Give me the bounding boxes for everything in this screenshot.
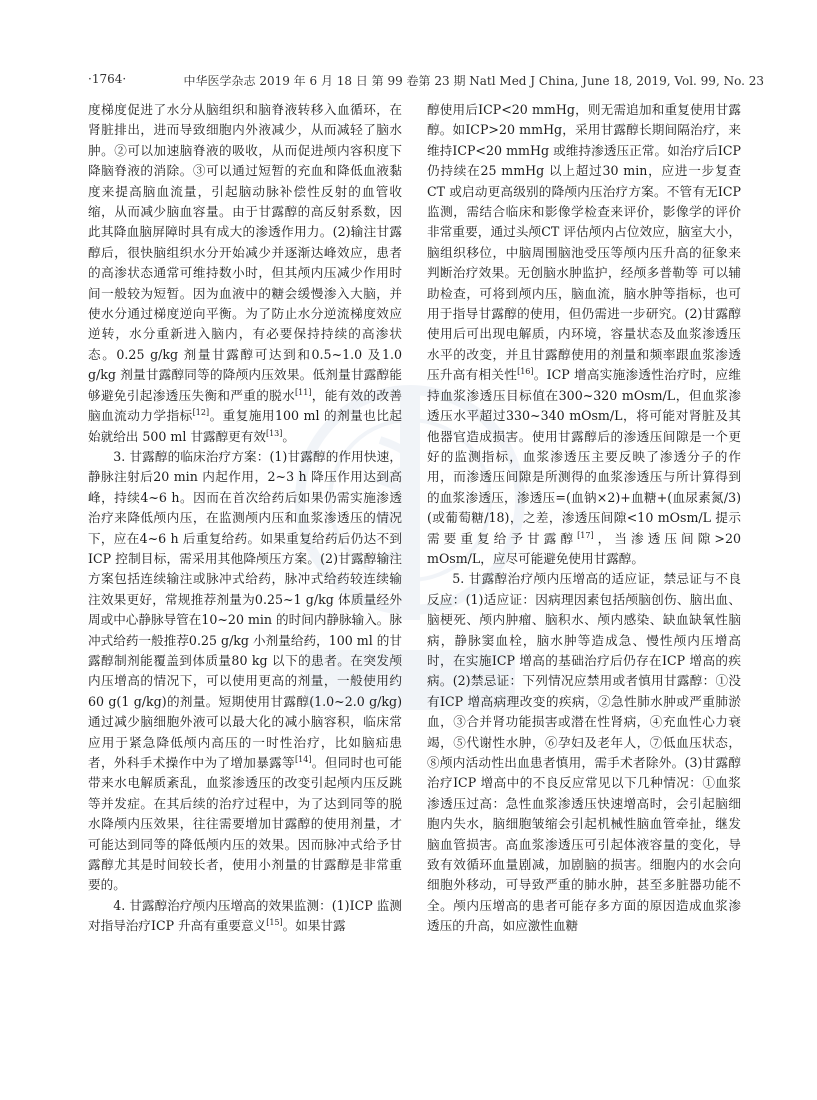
journal-citation: 中华医学杂志 2019 年 6 月 18 日 第 99 卷第 23 期 Natl Med J China, June 18, 2019, Vol. 99, No. 23 (183, 74, 764, 88)
right-column (427, 100, 741, 1090)
paragraph-indications-contraindications: 5. 甘露醇治疗颅内压增高的适应证，禁忌证与不良反应：(1)适应证：因病理因素包括颅脑创伤、脑出血、脑梗死、颅内肿瘤、脑积水、颅内感染、缺血缺氧性脑病，静脉窦血栓，脑水肿等造成急、慢性颅内压增高时，在实施ICP 增高的基础治疗后仍存在ICP 增高的疾病。(2)禁忌证：下列情况应禁用或者慎用甘露醇：①没有ICP 增高病理改变的疾病，②急性肺水肿或严重肺淤血，③合并肾功能损害或潜在性肾病，④充血性心力衰竭，⑤代谢性水肿，⑥孕妇及老年人，⑦低血压状态，⑧颅内活动性出血患者慎用，需手术者除外。(3)甘露醇治疗ICP 增高中的不良反应常见以下几种情况：①血浆渗透压过高：急性血浆渗透压快速增高时，会引起脑细胞内失水，脑细胞皱缩会引起机械性脑血管牵扯，继发脑血管损害。高血浆渗透压可引起体液容量的变化，导致有效循环血量剧减，加剧脑的损害。细胞内的水会向细胞外移动，可导致严重的肺水肿，甚至多脏器功能不全。颅内压增高的患者可能存多方面的原因造成血浆渗透压的升高，如应激性血糖 (427, 571, 741, 934)
left-column (88, 100, 402, 1090)
page-header (88, 70, 764, 90)
paragraph-treatment-regimen: 3. 甘露醇的临床治疗方案：(1)甘露醇的作用快速，静脉注射后20 min 内起作用，2~3 h 降压作用达到高峰，持续4~6 h。因而在首次给药后如果仍需实施渗透治疗来降低颅内压，在监测颅内压和血浆渗透压的情况下，应在4~6 h 后重复给药。如果重复给药后仍达不到ICP 控制目标，需采用其他降颅压方案。(2)甘露醇输注方案包括连续输注或脉冲式给药，脉冲式给药较连续输注效果更好，常规推荐剂量为0.25~1 g/kg 体质量经外周或中心静脉导管在10~20 min 的时间内静脉输入。脉冲式给药一般推荐0.25 g/kg 小剂量给药，100 ml 的甘露醇制剂能覆盖到体质量80 kg 以下的患者。在突发颅内压增高的情况下，可以使用更高的剂量，一般使用约60 g(1 g/kg)的剂量。短期使用甘露醇(1.0~2.0 g/kg)通过减少脑细胞外液可以最大化的减小脑容积，临床常应用于紧急降低颅内高压的一时性治疗，比如脑疝患者，外科手术操作中为了增加暴露等[14]。但同时也可能带来水电解质紊乱，血浆渗透压的改变引起颅内压反跳等并发症。在其后续的治疗过程中，为了达到同等的脱水降颅内压效果，往往需要增加甘露醇的使用剂量，才可能达到同等的降低颅内压的效果。因而脉冲式给予甘露醇尤其是时间较长者，使用小剂量的甘露醇是非常重要的。 (88, 448, 402, 893)
paragraph-osmotic-mechanism: 度梯度促进了水分从脑组织和脑脊液转移入血循环，在肾脏排出，进而导致细胞内外液减少，从而减轻了脑水肿。②可以加速脑脊液的吸收，从而促进颅内容积度下降脑脊液的消除。③可以通过短暂的充血和降低血液黏度来提高脑血流量，引起脑动脉补偿性反射的血管收缩，从而减少脑血容量。由于甘露醇的高反射系数，因此其降血脑屏障时具有成大的渗透作用力。(2)输注甘露醇后，很快脑组织水分开始减少并逐渐达峰效应，患者的高渗状态通常可维持数小时，但其颅内压减少作用时间一般较为短暂。因为血液中的糖会缓慢渗入大脑，并使水分通过梯度逆向平衡。为了防止水分逆流梯度效应逆转，水分重新进入脑内，有必要保持持续的高渗状态。0.25 g/kg 剂量甘露醇可达到和0.5~1.0 及1.0 g/kg 剂量甘露醇同等的降颅内压效果。低剂量甘露醇能够避免引起渗透压失衡和严重的脱水[11]，能有效的改善脑血流动力学指标[12]。重复施用100 ml 的剂量也比起始就给出 500 ml 甘露醇更有效[13]。 (88, 102, 402, 444)
paragraph-monitoring-start: 4. 甘露醇治疗颅内压增高的效果监测：(1)ICP 监测对指导治疗ICP 升高有重要意义[15]。如果甘露 (88, 897, 402, 934)
page-number: ·1764· (88, 72, 127, 86)
paragraph-monitoring-continued: 醇使用后ICP<20 mmHg，则无需追加和重复使用甘露醇。如ICP>20 mmHg，采用甘露醇长期间隔治疗，来维持ICP<20 mmHg 或维持渗透压正常。如治疗后ICP 仍持续在25 mmHg 以上超过30 min，应进一步复查CT 或启动更高级别的降颅内压治疗方案。不管有无ICP 监测，需结合临床和影像学检查来评价，影像学的评价非常重要，通过头颅CT 评估颅内占位效应，脑室大小，脑组织移位，中脑周围脑池受压等颅内压升高的征象来判断治疗效果。无创脑水肿监护，经颅多普勒等 可以辅助检查，可将到颅内压，脑血流，脑水肿等指标，也可用于指导甘露醇的使用，但仍需进一步研究。(2)甘露醇使用后可出现电解质，内环境，容量状态及血浆渗透压水平的改变，并且甘露醇使用的剂量和频率跟血浆渗透压升高有相关性[16]。ICP 增高实施渗透性治疗时，应维持血浆渗透压目标值在300~320 mOsm/L，但血浆渗透压水平超过330~340 mOsm/L，将可能对肾脏及其他器官造成损害。使用甘露醇后的渗透压间隙是一个更好的监测指标，血浆渗透压主要反映了渗透分子的作用，而渗透压间隙是所测得的血浆渗透压与所计算得到的血浆渗透压，渗透压=(血钠×2)+血糖+(血尿素氮/3)(或葡萄糖/18)，之差，渗透压间隙<10 mOsm/L 提示需要重复给予甘露醇[17]，当渗透压间隙>20 mOsm/L，应尽可能避免使用甘露醇。 (427, 102, 741, 566)
